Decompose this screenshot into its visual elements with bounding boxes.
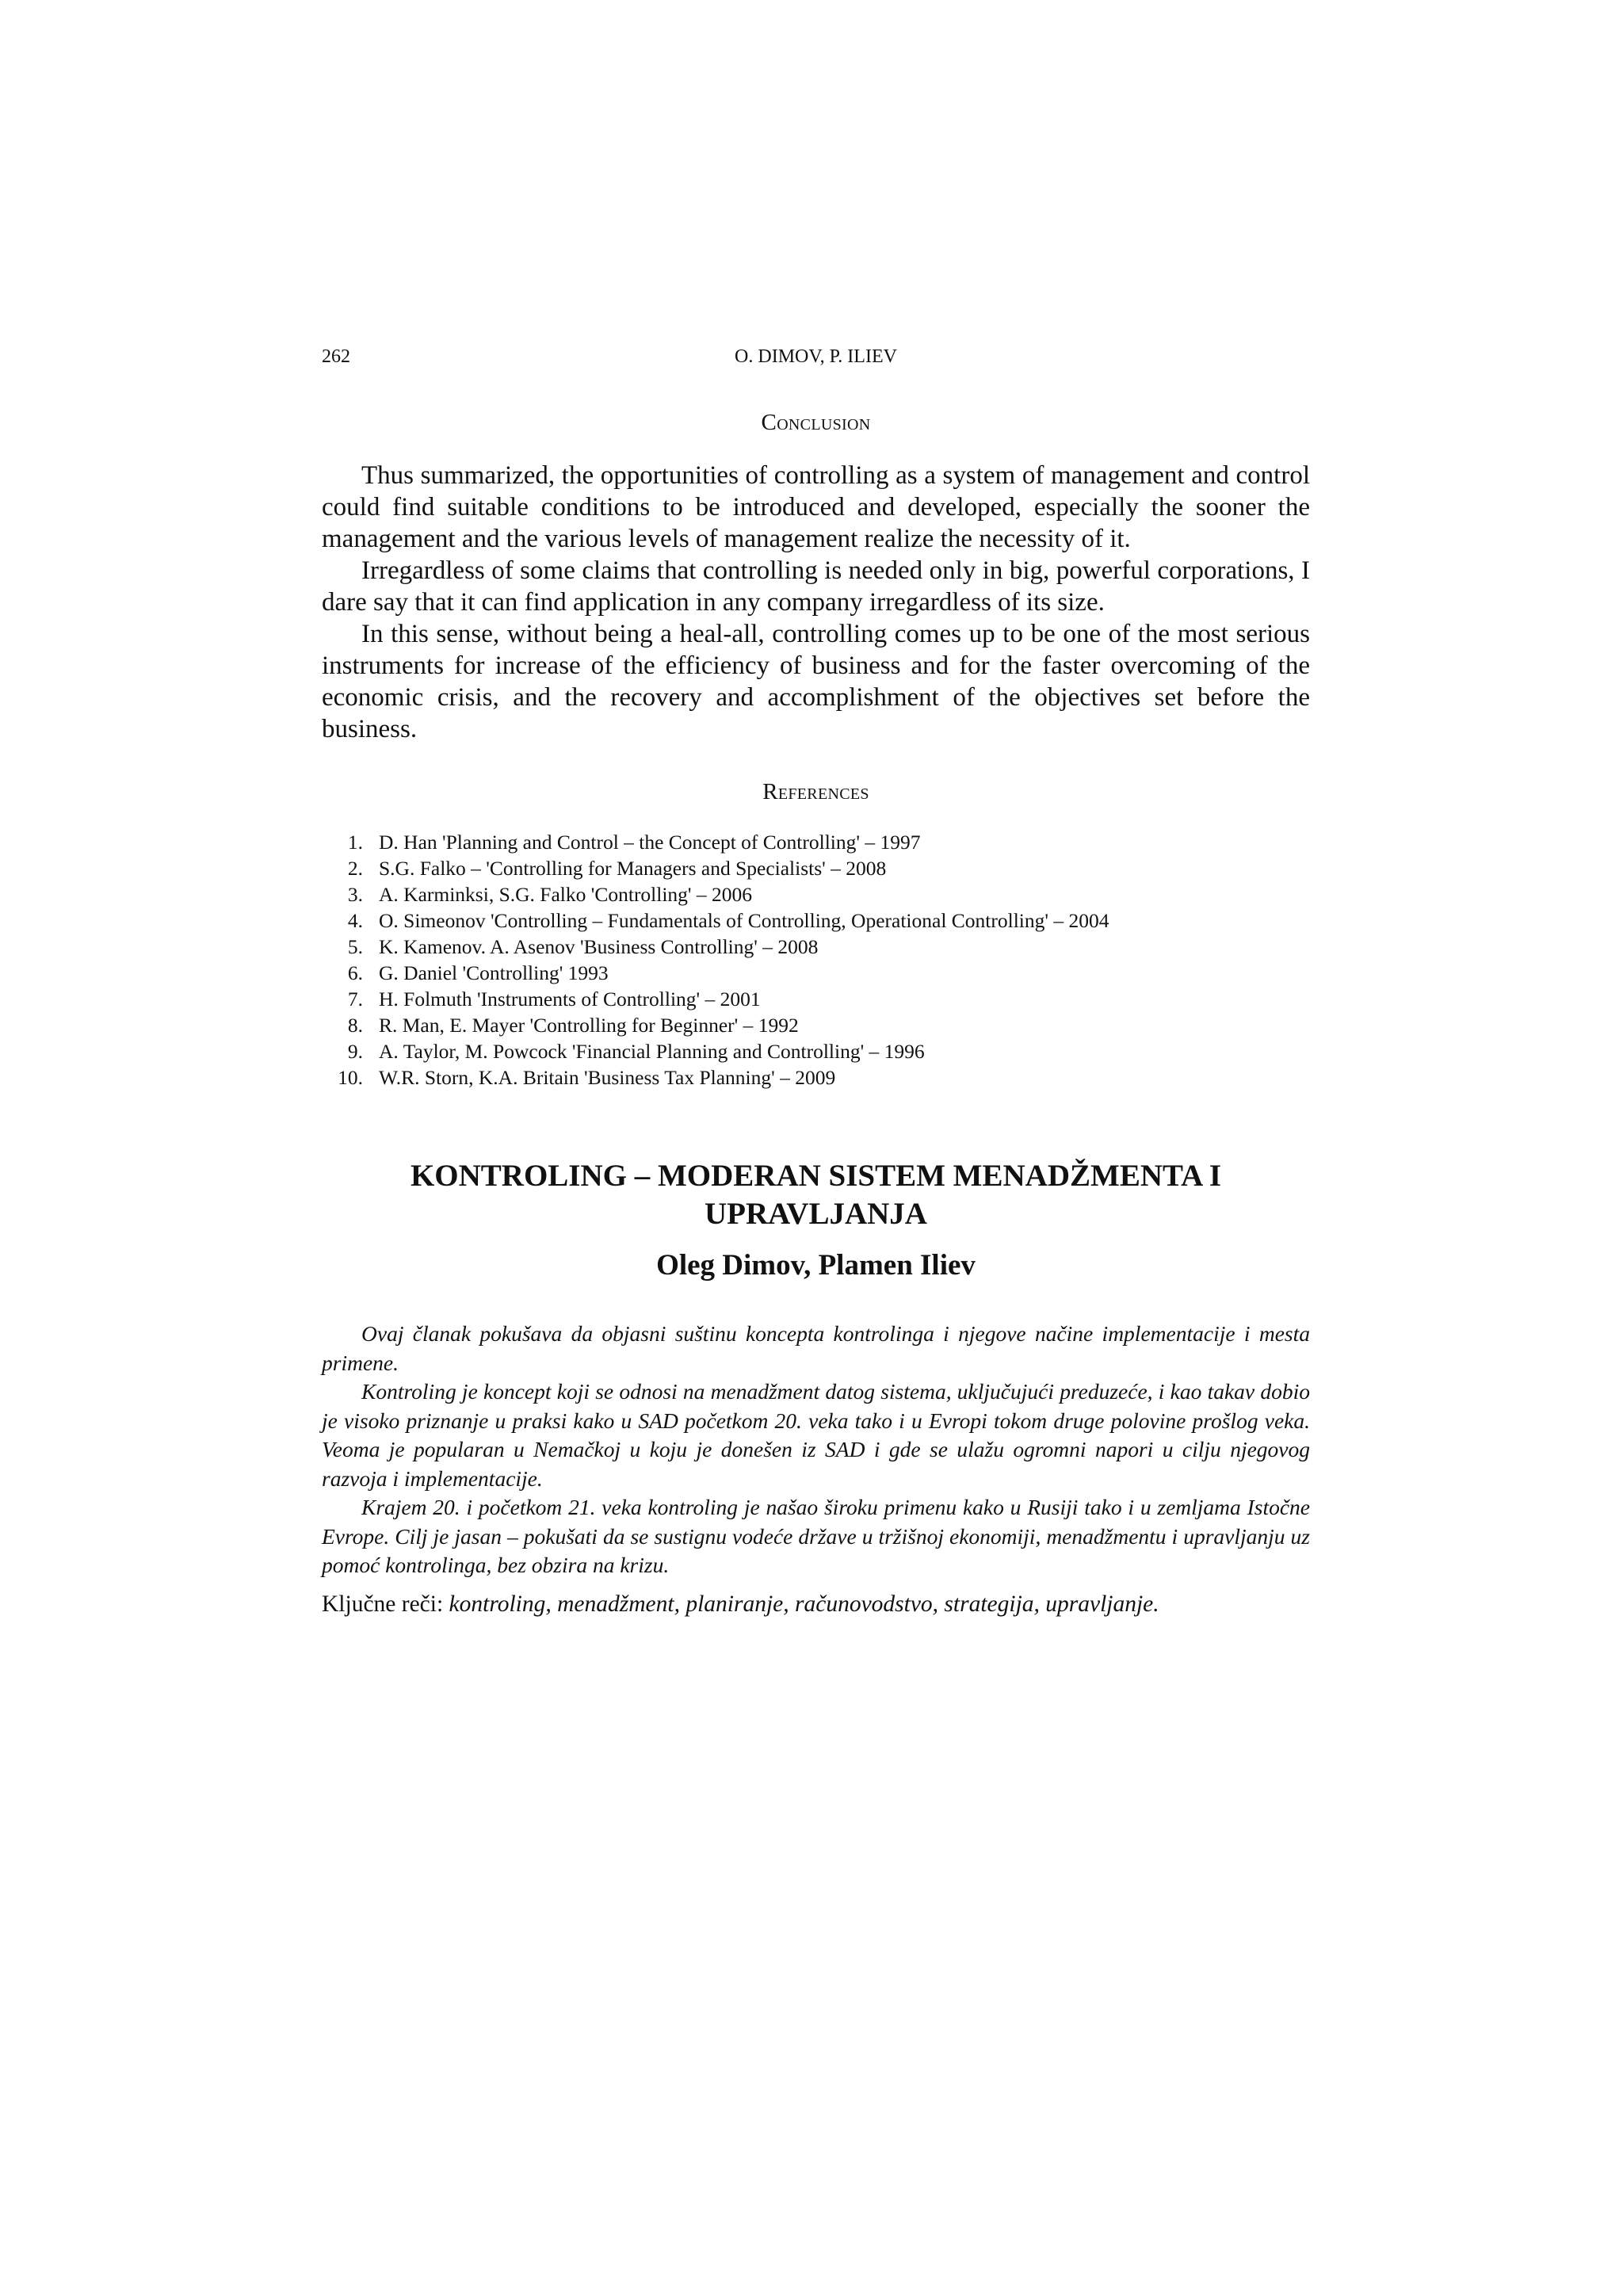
reference-item bbox=[322, 1038, 1310, 1064]
reference-number: 1. bbox=[347, 831, 363, 854]
reference-item bbox=[322, 907, 1310, 934]
reference-number: 6. bbox=[347, 961, 363, 984]
reference-number: 7. bbox=[347, 988, 363, 1010]
abstract-paragraph: Ovaj članak pokušava da objasni suštinu koncepta kontrolinga i njegove načine implementacije i mesta primene. bbox=[322, 1321, 1310, 1375]
conclusion-paragraph: Irregardless of some claims that controlling is needed only in big, powerful corporations, I dare say that it can find application in any company irregardless of its size. bbox=[322, 556, 1310, 617]
reference-item bbox=[322, 960, 1310, 986]
running-title: O. DIMOV, P. ILIEV bbox=[735, 346, 897, 367]
reference-item bbox=[322, 934, 1310, 960]
reference-number: 4. bbox=[347, 909, 363, 932]
reference-text: G. Daniel 'Controlling' 1993 bbox=[379, 961, 609, 984]
abstract-paragraph: Kontroling je koncept koji se odnosi na menadžment datog sistema, uključujući preduzeće, i kao takav dobio je visoko priznanje u praksi kako u SAD početkom 20. veka tako i u Evropi tokom druge polovine prošlog veka. Veoma je popularan u Nemačkoj u koju je donešen iz SAD i gde se ulažu ogromni napori u cilju njegovog razvoja i implementacije. bbox=[322, 1379, 1310, 1491]
conclusion-body bbox=[322, 460, 1310, 745]
reference-text: H. Folmuth 'Instruments of Controlling' – 2001 bbox=[379, 988, 761, 1010]
summary-title-line: KONTROLING – MODERAN SISTEM MENADŽMENTA I bbox=[410, 1159, 1222, 1193]
reference-number: 9. bbox=[347, 1040, 363, 1063]
summary-title-line: UPRAVLJANJA bbox=[705, 1197, 927, 1231]
reference-item bbox=[322, 855, 1310, 881]
reference-text: S.G. Falko – 'Controlling for Managers and Specialists' – 2008 bbox=[379, 857, 887, 880]
summary-abstract bbox=[322, 1320, 1310, 1580]
reference-number: 8. bbox=[347, 1014, 363, 1037]
reference-text: A. Taylor, M. Powcock 'Financial Planning and Controlling' – 1996 bbox=[379, 1040, 925, 1063]
references-heading: References bbox=[762, 779, 869, 804]
reference-text: R. Man, E. Mayer 'Controlling for Beginner' – 1992 bbox=[379, 1014, 799, 1037]
reference-number: 10. bbox=[338, 1066, 363, 1089]
abstract-paragraph: Krajem 20. i početkom 21. veka kontroling je našao široku primenu kako u Rusiji tako i u zemljama Istočne Evrope. Cilj je jasan – pokušati da se sustignu vodeće države u tržišnoj ekonomiji, menadžmentu i upravljanju uz pomoć kontrolinga, bez obzira na krizu. bbox=[322, 1495, 1310, 1577]
conclusion-paragraph: In this sense, without being a heal-all, controlling comes up to be one of the most serious instruments for increase of the efficiency of business and for the faster overcoming of the economic crisis, and the recovery and accomplishment of the objectives set before the business. bbox=[322, 620, 1310, 743]
conclusion-paragraph: Thus summarized, the opportunities of controlling as a system of management and control could find suitable conditions to be introduced and developed, especially the sooner the management and the various levels of management realize the necessity of it. bbox=[322, 461, 1310, 553]
keywords-line bbox=[322, 1589, 1310, 1619]
reference-item bbox=[322, 1064, 1310, 1091]
keywords-values: kontroling, menadžment, planiranje, računovodstvo, strategija, upravljanje. bbox=[449, 1591, 1159, 1617]
running-header bbox=[322, 346, 1310, 378]
reference-list bbox=[322, 829, 1310, 1091]
reference-text: D. Han 'Planning and Control – the Concept of Controlling' – 1997 bbox=[379, 831, 921, 854]
reference-text: K. Kamenov. A. Asenov 'Business Controlling' – 2008 bbox=[379, 935, 819, 958]
summary-title bbox=[322, 1157, 1310, 1233]
reference-number: 5. bbox=[347, 935, 363, 958]
keywords-label: Ključne reči: bbox=[322, 1591, 444, 1617]
reference-number: 3. bbox=[347, 883, 363, 906]
reference-number: 2. bbox=[347, 857, 363, 880]
reference-item bbox=[322, 1012, 1310, 1038]
page-number: 262 bbox=[322, 346, 350, 367]
reference-item bbox=[322, 829, 1310, 855]
reference-item bbox=[322, 986, 1310, 1012]
reference-item bbox=[322, 881, 1310, 907]
reference-text: O. Simeonov 'Controlling – Fundamentals of Controlling, Operational Controlling' – 2004 bbox=[379, 909, 1109, 932]
summary-authors: Oleg Dimov, Plamen Iliev bbox=[656, 1249, 976, 1282]
conclusion-heading: Conclusion bbox=[761, 410, 871, 435]
reference-text: W.R. Storn, K.A. Britain 'Business Tax Planning' – 2009 bbox=[379, 1066, 836, 1089]
reference-text: A. Karminksi, S.G. Falko 'Controlling' – 2006 bbox=[379, 883, 753, 906]
